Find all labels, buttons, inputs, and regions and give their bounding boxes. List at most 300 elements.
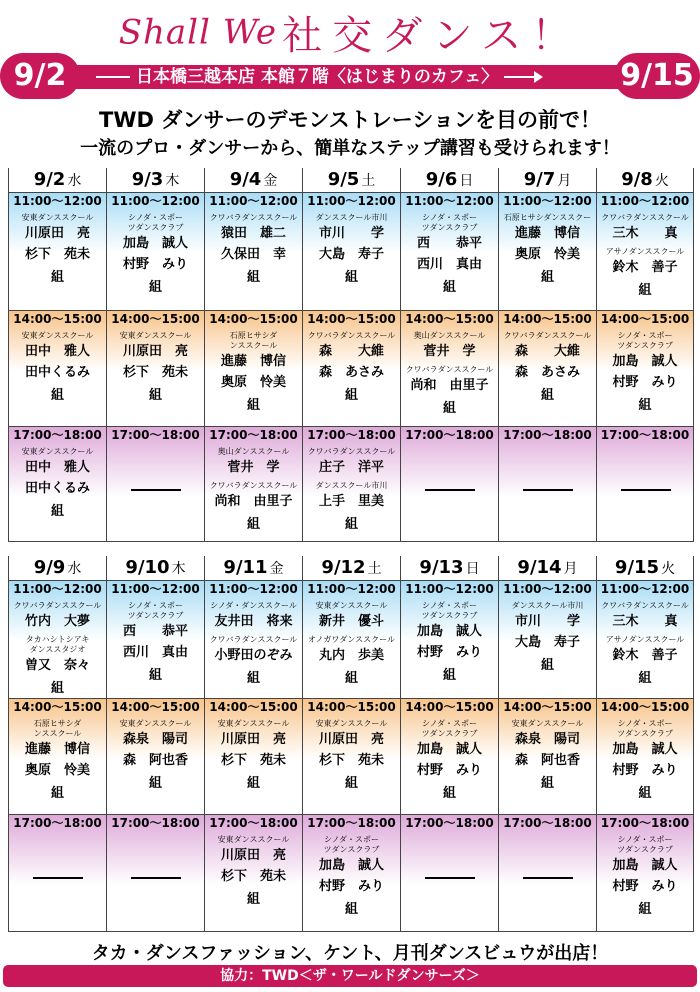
performer-entry [303, 444, 400, 478]
performer-entry [107, 716, 204, 771]
time-slot [9, 814, 106, 932]
performer-entry [499, 716, 596, 771]
dancer-name: 村野 みり [416, 645, 482, 660]
studio-name: ダンススクール市川 [511, 601, 584, 610]
dancer-name: 小野田のぞみ [214, 648, 293, 663]
pair-label: 組 [344, 517, 358, 532]
studio-name: クワバラダンススクール [307, 447, 396, 456]
dancer-name: 杉下 苑未 [24, 247, 90, 262]
performer-entry [9, 598, 106, 632]
time-slot [205, 580, 302, 698]
slot-time: 14:00〜15:00 [209, 312, 298, 326]
time-slot [205, 814, 302, 932]
studio-name: クワバラダンススクール [503, 331, 592, 340]
studio-name: シノダ・ダンススクール [210, 601, 297, 610]
pair-label: 組 [246, 892, 260, 907]
day-header [9, 556, 106, 580]
dancer-name: 庄子 洋平 [318, 460, 384, 475]
day-weekday: 木 [165, 173, 180, 189]
studio-name: シノダ・スポー ツダンスクラブ [127, 601, 184, 620]
slot-time: 11:00〜12:00 [307, 582, 396, 596]
performer-entry [401, 210, 498, 275]
schedule-week-1 [8, 168, 694, 542]
performer-entry [205, 598, 302, 632]
dancer-name: 森 大維 [514, 344, 580, 359]
studio-name: オノガワダンススクール [307, 635, 396, 644]
date-venue-banner [0, 53, 700, 99]
time-slot [303, 814, 400, 932]
performer-entry [303, 832, 400, 897]
day-weekday: 金 [263, 173, 278, 189]
pair-label: 組 [344, 671, 358, 686]
dancer-name: 杉下 苑未 [220, 869, 286, 884]
day-date: 9/12 [321, 557, 366, 578]
pair-label: 組 [246, 398, 260, 413]
time-slot [107, 580, 204, 698]
studio-name: クワバラダンススクール [601, 213, 689, 222]
slot-time: 14:00〜15:00 [209, 700, 298, 714]
day-weekday: 水 [67, 173, 82, 189]
dancer-name: 鈴木 善子 [612, 648, 678, 663]
studio-name: クワバラダンススクール [405, 365, 494, 374]
studio-name: 石原ヒサシダ ンススクール [229, 331, 278, 350]
pair-label: 組 [148, 776, 162, 791]
performer-entry [205, 444, 302, 478]
day-header [597, 168, 693, 192]
day-column [106, 556, 204, 932]
performer-entry [499, 598, 596, 653]
performer-entry [9, 210, 106, 265]
day-header [107, 168, 204, 192]
dancer-name: 村野 みり [612, 375, 678, 390]
end-date: 9/15 [614, 53, 700, 99]
slot-time: 17:00〜18:00 [503, 816, 592, 830]
pair-label: 組 [50, 388, 64, 403]
slot-time: 17:00〜18:00 [209, 816, 298, 830]
pair-label: 組 [638, 902, 652, 917]
day-header [401, 556, 498, 580]
slot-time: 17:00〜18:00 [307, 428, 396, 442]
performer-entry [107, 328, 204, 383]
arrow-left-line [96, 76, 130, 78]
arrow-right-line [504, 76, 534, 78]
pair-label: 組 [442, 786, 456, 801]
no-performance-dash [621, 489, 671, 491]
time-slot [9, 192, 106, 310]
slot-time: 17:00〜18:00 [111, 816, 200, 830]
day-column [302, 556, 400, 932]
slot-time: 11:00〜12:00 [600, 194, 690, 208]
studio-name: クワバラダンススクール [601, 601, 689, 610]
time-slot [401, 310, 498, 426]
day-weekday: 日 [459, 173, 474, 189]
dancer-name: 加島 誠人 [318, 858, 384, 873]
dancer-name: 奥原 怜美 [514, 247, 580, 262]
performer-entry [401, 598, 498, 663]
time-slot [205, 192, 302, 310]
time-slot [205, 426, 302, 542]
dancer-name: 加島 誠人 [416, 624, 482, 639]
studio-name: ダンススクール市川 [315, 213, 388, 222]
dancer-name: 杉下 苑未 [318, 753, 384, 768]
performer-entry [499, 210, 596, 265]
studio-name: 安東ダンススクール [315, 601, 388, 610]
pair-label: 組 [246, 671, 260, 686]
slot-time: 14:00〜15:00 [600, 312, 690, 326]
pair-label: 組 [148, 668, 162, 683]
day-header [107, 556, 204, 580]
studio-name: シノダ・スポー ツダンスクラブ [421, 213, 478, 232]
time-slot [401, 698, 498, 814]
dancer-name: 田中くるみ [24, 481, 90, 496]
performer-entry [597, 832, 693, 897]
dancer-name: 村野 みり [318, 879, 384, 894]
dancer-name: 三木 真 [612, 226, 678, 241]
time-slot [107, 426, 204, 542]
performer-entry [9, 632, 106, 676]
day-weekday: 月 [557, 173, 572, 189]
slot-time: 14:00〜15:00 [405, 700, 494, 714]
day-weekday: 水 [67, 561, 82, 577]
performer-entry [597, 632, 693, 666]
dancer-name: 杉下 苑未 [122, 365, 188, 380]
slot-time: 14:00〜15:00 [503, 700, 592, 714]
studio-name: シノダ・スポー ツダンスクラブ [323, 835, 380, 854]
pair-label: 組 [344, 902, 358, 917]
studio-name: ダンススクール市川 [315, 481, 388, 490]
studio-name: 安東ダンススクール [217, 835, 290, 844]
slot-time: 17:00〜18:00 [307, 816, 396, 830]
day-column [596, 168, 694, 542]
title-english: Shall We [118, 12, 277, 53]
no-performance-dash [425, 877, 475, 879]
dancer-name: 森泉 陽司 [122, 732, 188, 747]
dancer-name: 上手 里美 [318, 494, 384, 509]
pair-label: 組 [344, 776, 358, 791]
no-performance-dash [131, 877, 181, 879]
time-slot [303, 192, 400, 310]
pair-label: 組 [442, 668, 456, 683]
studio-name: クワバラダンススクール [209, 635, 298, 644]
no-performance-dash [131, 489, 181, 491]
performer-entry [107, 210, 204, 275]
studio-name: クワバラダンススクール [307, 331, 396, 340]
venue: 日本橋三越本店 本館７階〈はじまりのカフェ〉 [136, 67, 499, 87]
slot-time: 14:00〜15:00 [307, 312, 396, 326]
day-column [8, 168, 106, 542]
dancer-name: 川原田 亮 [122, 344, 188, 359]
dancer-name: 森 あさみ [514, 365, 580, 380]
day-date: 9/13 [419, 557, 464, 578]
slot-time: 17:00〜18:00 [13, 428, 102, 442]
dancer-name: 竹内 大夢 [24, 614, 90, 629]
performer-entry [205, 328, 302, 393]
studio-name: シノダ・スポー ツダンスクラブ [421, 601, 478, 620]
time-slot [9, 580, 106, 698]
slot-time: 17:00〜18:00 [405, 816, 494, 830]
time-slot [205, 698, 302, 814]
dancer-name: 川原田 亮 [318, 732, 384, 747]
dancer-name: 村野 みり [416, 763, 482, 778]
dancer-name: 進藤 博信 [514, 226, 580, 241]
slot-time: 14:00〜15:00 [307, 700, 396, 714]
time-slot [9, 426, 106, 542]
performer-entry [9, 328, 106, 383]
dancer-name: 西 恭平 [416, 236, 482, 251]
no-performance-dash [425, 489, 475, 491]
dancer-name: 奥原 怜美 [220, 375, 286, 390]
dancer-name: 田中 雅人 [24, 460, 90, 475]
performer-entry [205, 632, 302, 666]
dancer-name: 菅井 学 [227, 460, 280, 475]
time-slot [303, 426, 400, 542]
pair-label: 組 [540, 270, 554, 285]
performer-entry [401, 716, 498, 781]
cooperation-bar: 協力：TWD＜ザ・ワールドダンサーズ＞ [3, 965, 697, 987]
pair-label: 組 [50, 786, 64, 801]
studio-name: 石原ヒサシダ ンススクール [33, 719, 82, 738]
slot-time: 11:00〜12:00 [405, 582, 494, 596]
dancer-name: 尚和 由里子 [214, 494, 293, 509]
studio-name: 奥山ダンススクール [217, 447, 290, 456]
day-date: 9/5 [327, 169, 360, 190]
performer-entry [107, 598, 204, 663]
performer-entry [9, 444, 106, 499]
dancer-name: 新井 優斗 [318, 614, 384, 629]
dancer-name: 森泉 陽司 [514, 732, 580, 747]
time-slot [401, 192, 498, 310]
pair-label: 組 [638, 786, 652, 801]
day-column [498, 168, 596, 542]
dancer-name: 杉下 苑未 [220, 753, 286, 768]
time-slot [303, 310, 400, 426]
arrow-right-icon [534, 71, 543, 83]
time-slot [499, 814, 596, 932]
pair-label: 組 [50, 681, 64, 696]
dancer-name: 川原田 亮 [220, 732, 286, 747]
dancer-name: 鈴木 善子 [612, 260, 678, 275]
day-column [400, 556, 498, 932]
day-weekday: 土 [367, 561, 382, 577]
day-date: 9/4 [229, 169, 262, 190]
slot-time: 14:00〜15:00 [13, 700, 102, 714]
dancer-name: 奥原 怜美 [24, 763, 90, 778]
time-slot [597, 580, 693, 698]
studio-name: シノダ・スポー ツダンスクラブ [127, 213, 184, 232]
dancer-name: 加島 誠人 [612, 742, 678, 757]
dancer-name: 加島 誠人 [612, 858, 678, 873]
start-date: 9/2 [0, 53, 80, 99]
pair-label: 組 [148, 388, 162, 403]
dancer-name: 田中くるみ [24, 365, 90, 380]
day-weekday: 日 [465, 561, 480, 577]
no-performance-dash [523, 877, 573, 879]
studio-name: 安東ダンススクール [217, 719, 290, 728]
dancer-name: 加島 誠人 [416, 742, 482, 757]
time-slot [499, 426, 596, 542]
time-slot [401, 426, 498, 542]
studio-name: タカハシトシアキ ダンススタジオ [25, 635, 90, 654]
dancer-name: 西川 真由 [122, 645, 188, 660]
performer-entry [303, 478, 400, 512]
slot-time: 11:00〜12:00 [503, 582, 592, 596]
time-slot [303, 698, 400, 814]
dancer-name: 森 阿也香 [122, 753, 188, 768]
pair-label: 組 [638, 671, 652, 686]
time-slot [597, 426, 693, 542]
performer-entry [303, 598, 400, 632]
subheadline: 一流のプロ・ダンサーから、簡単なステップ講習も受けられます！ [80, 138, 620, 159]
dancer-name: 尚和 由里子 [410, 378, 489, 393]
day-header [303, 556, 400, 580]
performer-entry [597, 716, 693, 781]
day-header [9, 168, 106, 192]
studio-name: 安東ダンススクール [511, 719, 584, 728]
day-header [401, 168, 498, 192]
dancer-name: 進藤 博信 [24, 742, 90, 757]
slot-time: 11:00〜12:00 [13, 194, 102, 208]
day-column [302, 168, 400, 542]
day-date: 9/3 [131, 169, 164, 190]
slot-time: 17:00〜18:00 [209, 428, 298, 442]
day-column [596, 556, 694, 932]
performer-entry [597, 328, 693, 393]
dancer-name: 進藤 博信 [220, 354, 286, 369]
day-header [303, 168, 400, 192]
day-column [498, 556, 596, 932]
pair-label: 組 [344, 388, 358, 403]
dancer-name: 村野 みり [612, 879, 678, 894]
day-date: 9/6 [425, 169, 458, 190]
dancer-name: 久保田 幸 [220, 247, 286, 262]
studio-name: 安東ダンススクール [21, 331, 94, 340]
time-slot [499, 698, 596, 814]
slot-time: 11:00〜12:00 [111, 582, 200, 596]
dancer-name: 曽又 奈々 [24, 658, 90, 673]
day-date: 9/8 [621, 169, 653, 190]
pair-label: 組 [344, 270, 358, 285]
slot-time: 11:00〜12:00 [405, 194, 494, 208]
pair-label: 組 [246, 776, 260, 791]
dancer-name: 三木 真 [612, 614, 678, 629]
performer-entry [205, 716, 302, 771]
day-date: 9/14 [517, 557, 562, 578]
dancer-name: 村野 みり [612, 763, 678, 778]
studio-name: 安東ダンススクール [21, 213, 94, 222]
studio-name: 安東ダンススクール [315, 719, 388, 728]
day-column [106, 168, 204, 542]
dancer-name: 西川 真由 [416, 257, 482, 272]
day-column [204, 556, 302, 932]
dancer-name: 森 大維 [318, 344, 384, 359]
performer-entry [205, 210, 302, 265]
day-date: 9/11 [223, 557, 268, 578]
performer-entry [9, 716, 106, 781]
performer-entry [401, 362, 498, 396]
pair-label: 組 [246, 270, 260, 285]
dancer-name: 森 あさみ [318, 365, 384, 380]
no-performance-dash [33, 877, 83, 879]
dancer-name: 猿田 雄二 [220, 226, 286, 241]
studio-name: 石原ヒサシダンススクー [503, 213, 592, 222]
time-slot [597, 698, 693, 814]
slot-time: 11:00〜12:00 [307, 194, 396, 208]
performer-entry [205, 832, 302, 887]
dancer-name: 友井田 将来 [214, 614, 293, 629]
dancer-name: 加島 誠人 [122, 236, 188, 251]
performer-entry [597, 244, 693, 278]
studio-name: シノダ・スポー ツダンスクラブ [617, 331, 673, 350]
slot-time: 17:00〜18:00 [13, 816, 102, 830]
slot-time: 17:00〜18:00 [600, 816, 690, 830]
headline: TWD ダンサーのデモンストレーションを目の前で！ [99, 108, 601, 132]
title-japanese: 社交ダンス！ [282, 13, 582, 59]
time-slot [499, 192, 596, 310]
time-slot [107, 310, 204, 426]
dancer-name: 田中 雅人 [24, 344, 90, 359]
studio-name: クワバラダンススクール [209, 481, 298, 490]
day-weekday: 金 [269, 561, 284, 577]
performer-entry [597, 598, 693, 632]
studio-name: クワバラダンススクール [13, 601, 102, 610]
studio-name: アサノダンススクール [605, 247, 685, 256]
dancer-name: 村野 みり [122, 257, 188, 272]
day-column [400, 168, 498, 542]
dancer-name: 西 恭平 [122, 624, 188, 639]
time-slot [597, 310, 693, 426]
slot-time: 14:00〜15:00 [405, 312, 494, 326]
time-slot [107, 192, 204, 310]
slot-time: 14:00〜15:00 [600, 700, 690, 714]
time-slot [107, 698, 204, 814]
pair-label: 組 [442, 401, 456, 416]
performer-entry [303, 210, 400, 265]
performer-entry [303, 716, 400, 771]
dancer-name: 市川 学 [514, 614, 580, 629]
performer-entry [205, 478, 302, 512]
pair-label: 組 [540, 776, 554, 791]
dancer-name: 丸内 歩美 [318, 648, 384, 663]
slot-time: 11:00〜12:00 [111, 194, 200, 208]
day-header [205, 168, 302, 192]
dancer-name: 加島 誠人 [612, 354, 678, 369]
performer-entry [401, 328, 498, 362]
pair-label: 組 [540, 658, 554, 673]
pair-label: 組 [638, 398, 652, 413]
venue-line [96, 65, 596, 89]
studio-name: 安東ダンススクール [119, 331, 192, 340]
pair-label: 組 [540, 388, 554, 403]
event-title [0, 4, 700, 59]
time-slot [9, 310, 106, 426]
day-header [499, 168, 596, 192]
slot-time: 17:00〜18:00 [405, 428, 494, 442]
exhibitors-note: タカ・ダンスファッション、ケント、月刊ダンスビュウが出店！ [91, 943, 609, 964]
slot-time: 11:00〜12:00 [600, 582, 690, 596]
slot-time: 11:00〜12:00 [13, 582, 102, 596]
pair-label: 組 [148, 280, 162, 295]
day-header [597, 556, 693, 580]
day-weekday: 土 [361, 173, 376, 189]
dancer-name: 菅井 学 [423, 344, 476, 359]
day-weekday: 月 [563, 561, 578, 577]
slot-time: 17:00〜18:00 [503, 428, 592, 442]
performer-entry [303, 328, 400, 383]
slot-time: 11:00〜12:00 [209, 582, 298, 596]
time-slot [499, 310, 596, 426]
studio-name: シノダ・スポー ツダンスクラブ [421, 719, 478, 738]
day-date: 9/10 [125, 557, 170, 578]
